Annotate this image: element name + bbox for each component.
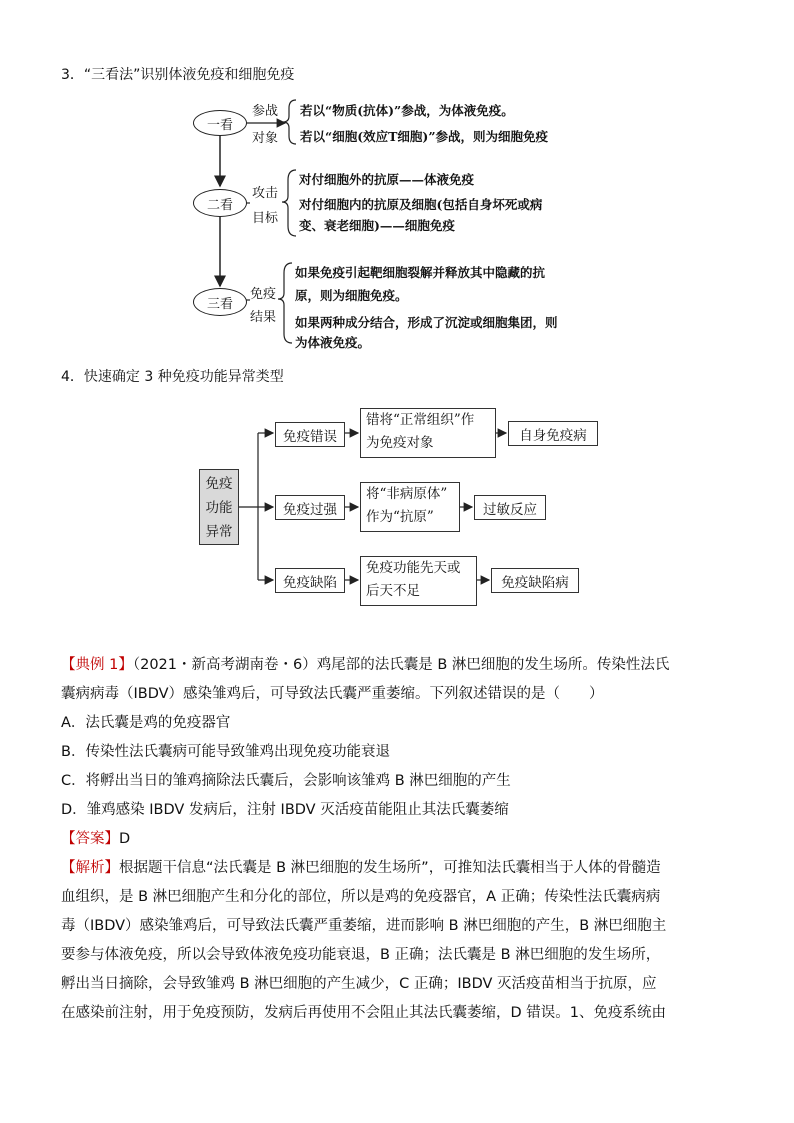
look2-item-2: 对付细胞内的抗原及细胞(包括自身坏死或病: [299, 197, 543, 212]
option-b: B．传染性法氏囊病可能导致雏鸡出现免疫功能衰退: [61, 744, 390, 760]
type-box-overactive: 免疫过强: [275, 495, 345, 520]
look3-label-top: 免疫: [250, 287, 277, 302]
question-line-2: 囊病病毒（IBDV）感染雏鸡后，可导致法氏囊严重萎缩。下列叙述错误的是（ ）: [61, 686, 604, 702]
analysis-line-1: 【解析】根据题干信息“法氏囊是 B 淋巴细胞的发生场所”，可推知法氏囊相当于人体的骨髓造: [61, 860, 661, 876]
root-line-2: 功能: [205, 500, 233, 516]
analysis-line-6: 在感染前注射，用于免疫预防，发病后再使用不会阻止其法氏囊萎缩，D 错误。1、免疫系统由: [61, 1005, 666, 1021]
look1-oval: 一看: [193, 110, 247, 136]
answer-line: [61, 825, 733, 854]
look3-item-3: 如果两种成分结合，形成了沉淀或细胞集团，则: [295, 315, 558, 330]
root-line-1: 免疫: [205, 476, 233, 492]
analysis-line-3: 毒（IBDV）感染雏鸡后，可导致法氏囊严重萎缩，进而影响 B 淋巴细胞的产生，B 淋巴细胞主: [61, 918, 667, 934]
cause-line: 错将“正常组织”作: [366, 412, 475, 428]
look3-item-2: 原，则为细胞免疫。: [295, 288, 408, 303]
look2-label-top: 攻击: [252, 186, 279, 201]
look1-label-top: 参战: [252, 104, 279, 119]
root-line-3: 异常: [205, 524, 233, 540]
look1-item-2: 若以“细胞(效应T细胞)”参战，则为细胞免疫: [300, 129, 549, 144]
analysis-line-4: 要参与体液免疫，所以会导致体液免疫功能衰退，B 正确；法氏囊是 B 淋巴细胞的发生场所，: [61, 947, 661, 963]
example-question: [61, 651, 733, 1028]
analysis-tag: 【解析】: [61, 860, 119, 876]
option-a: A．法氏囊是鸡的免疫器官: [61, 715, 231, 731]
option-d: D．雏鸡感染 IBDV 发病后，注射 IBDV 灭活疫苗能阻止其法氏囊萎缩: [61, 802, 509, 818]
cause-line: 为免疫对象: [366, 435, 434, 451]
analysis-line-2: 血组织，是 B 淋巴细胞产生和分化的部位，所以是鸡的免疫器官，A 正确；传染性法氏囊病病: [61, 889, 661, 905]
look2-oval: 二看: [193, 189, 247, 217]
cause-box-deficiency: [360, 556, 477, 606]
type-box-error: 免疫错误: [275, 422, 345, 447]
look3-item-1: 如果免疫引起靶细胞裂解并释放其中隐藏的抗: [295, 265, 546, 280]
type-box-deficiency: 免疫缺陷: [275, 568, 345, 593]
look2-label-bottom: 目标: [252, 211, 279, 226]
result-box-allergy: 过敏反应: [474, 495, 546, 520]
example-tag: 【典例 1】: [61, 657, 133, 673]
section3-title: 3．“三看法”识别体液免疫和细胞免疫: [61, 67, 295, 83]
section4-title: 4．快速确定 3 种免疫功能异常类型: [61, 369, 284, 385]
result-box-autoimmune: 自身免疫病: [508, 421, 598, 446]
look2-item-1: 对付细胞外的抗原——体液免疫: [299, 172, 475, 187]
result-box-immunodeficiency: 免疫缺陷病: [491, 568, 579, 593]
look3-item-4: 为体液免疫。: [295, 335, 371, 350]
look1-label-bottom: 对象: [252, 131, 279, 146]
cause-line: 作为“抗原”: [366, 509, 434, 525]
option-c: C．将孵出当日的雏鸡摘除法氏囊后，会影响该雏鸡 B 淋巴细胞的产生: [61, 773, 511, 789]
immune-abnormal-root-box: [199, 469, 239, 545]
cause-box-overactive: [360, 482, 460, 532]
analysis-line-5: 孵出当日摘除，会导致雏鸡 B 淋巴细胞的产生减少，C 正确；IBDV 灭活疫苗相当于抗原，应: [61, 976, 657, 992]
answer-tag: 【答案】: [61, 831, 119, 847]
cause-line: 后天不足: [366, 583, 420, 599]
cause-line: 将“非病原体”: [366, 486, 448, 502]
look1-item-1: 若以“物质(抗体)”参战，为体液免疫。: [300, 103, 514, 118]
answer-value: D: [119, 831, 131, 847]
look2-item-3: 变、衰老细胞)——细胞免疫: [299, 218, 455, 233]
question-line-1: 【典例 1】（2021・新高考湖南卷・6）鸡尾部的法氏囊是 B 淋巴细胞的发生场所。传染性法氏: [61, 657, 670, 673]
look3-label-bottom: 结果: [250, 310, 277, 325]
look3-oval: 三看: [193, 288, 247, 316]
cause-box-error: [360, 408, 496, 458]
cause-line: 免疫功能先天或: [366, 560, 461, 576]
